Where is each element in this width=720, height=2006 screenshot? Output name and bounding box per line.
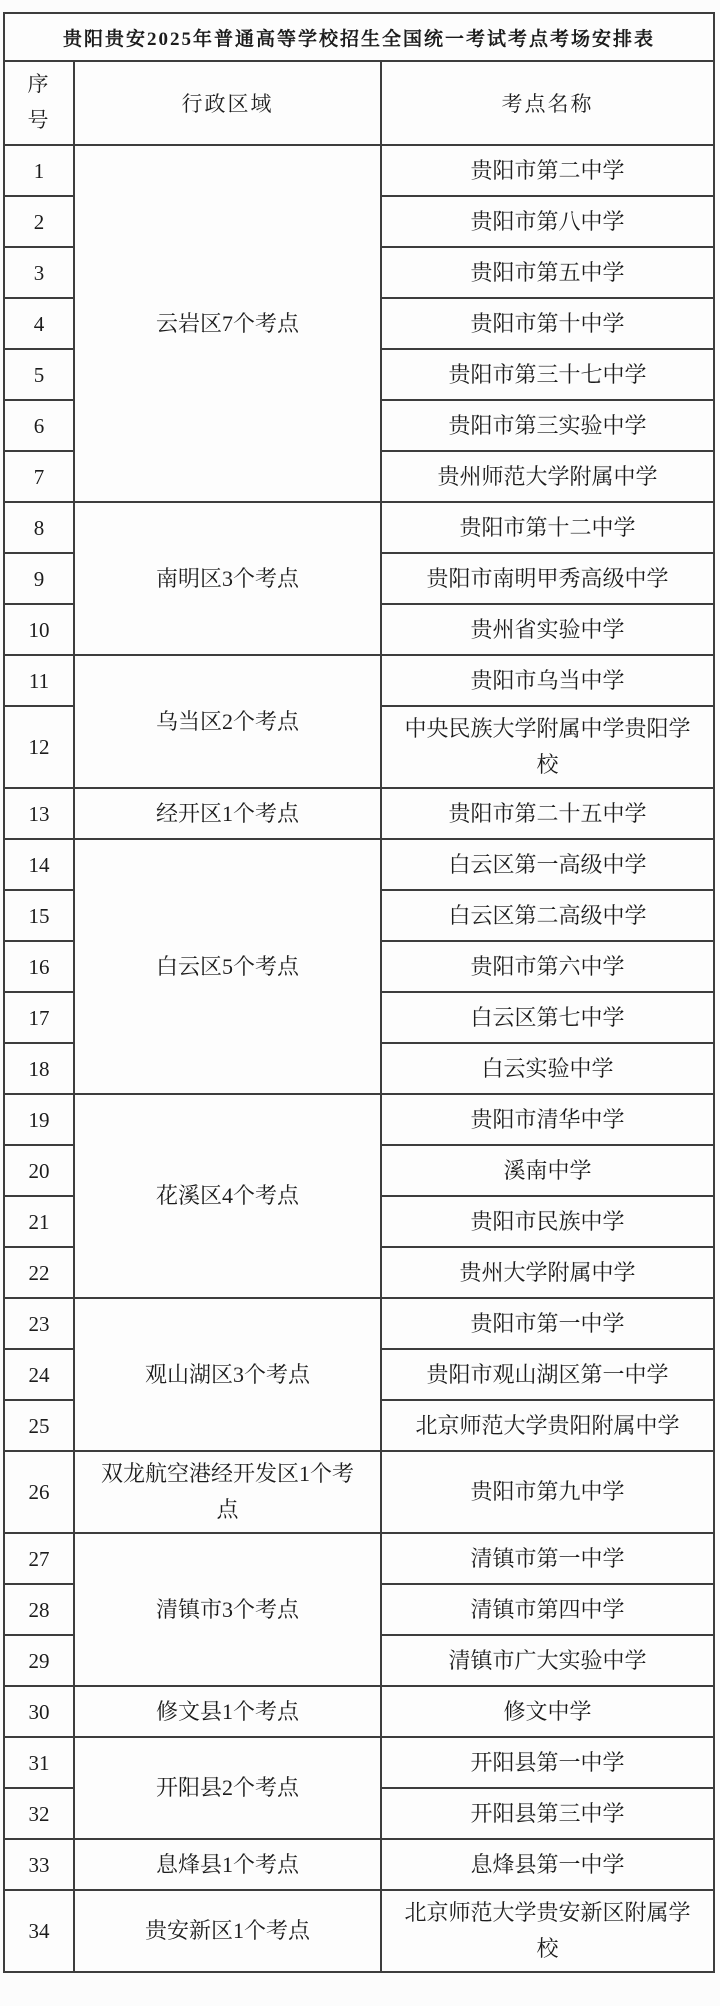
site-name-cell: 白云区第一高级中学: [381, 839, 714, 890]
row-number-cell: 26: [4, 1451, 74, 1533]
row-number-cell: 24: [4, 1349, 74, 1400]
table-row: [4, 1839, 714, 1890]
site-name-cell: 白云实验中学: [381, 1043, 714, 1094]
site-name-cell: 贵阳市民族中学: [381, 1196, 714, 1247]
table-row: [4, 145, 714, 196]
site-name-cell: 贵州师范大学附属中学: [381, 451, 714, 502]
row-number-cell: 22: [4, 1247, 74, 1298]
site-name-cell: 清镇市广大实验中学: [381, 1635, 714, 1686]
column-header-region: 行政区域: [74, 61, 381, 145]
site-name-cell: 开阳县第一中学: [381, 1737, 714, 1788]
region-cell: 观山湖区3个考点: [74, 1298, 381, 1451]
region-cell: 双龙航空港经开发区1个考点: [74, 1451, 381, 1533]
region-cell: 清镇市3个考点: [74, 1533, 381, 1686]
region-cell: 白云区5个考点: [74, 839, 381, 1094]
page-title: 贵阳贵安2025年普通高等学校招生全国统一考试考点考场安排表: [4, 13, 714, 61]
table-row: [4, 1890, 714, 1972]
site-name-cell: 贵阳市乌当中学: [381, 655, 714, 706]
row-number-cell: 14: [4, 839, 74, 890]
site-name-cell: 贵阳市第八中学: [381, 196, 714, 247]
row-number-cell: 1: [4, 145, 74, 196]
site-name-cell: 贵州省实验中学: [381, 604, 714, 655]
row-number-cell: 25: [4, 1400, 74, 1451]
row-number-cell: 20: [4, 1145, 74, 1196]
row-number-cell: 33: [4, 1839, 74, 1890]
row-number-cell: 31: [4, 1737, 74, 1788]
row-number-cell: 17: [4, 992, 74, 1043]
site-name-cell: 北京师范大学贵阳附属中学: [381, 1400, 714, 1451]
site-name-cell: 贵阳市第三十七中学: [381, 349, 714, 400]
region-cell: 修文县1个考点: [74, 1686, 381, 1737]
row-number-cell: 3: [4, 247, 74, 298]
row-number-cell: 2: [4, 196, 74, 247]
row-number-cell: 7: [4, 451, 74, 502]
row-number-cell: 4: [4, 298, 74, 349]
table-body: [4, 145, 714, 1972]
site-name-cell: 贵阳市第九中学: [381, 1451, 714, 1533]
row-number-cell: 11: [4, 655, 74, 706]
row-number-cell: 12: [4, 706, 74, 788]
table-row: [4, 502, 714, 553]
row-number-cell: 29: [4, 1635, 74, 1686]
site-name-cell: 贵阳市观山湖区第一中学: [381, 1349, 714, 1400]
row-number-cell: 27: [4, 1533, 74, 1584]
site-name-cell: 贵阳市第五中学: [381, 247, 714, 298]
row-number-cell: 30: [4, 1686, 74, 1737]
site-name-cell: 中央民族大学附属中学贵阳学校: [381, 706, 714, 788]
table-header-row: [4, 61, 714, 145]
region-cell: 花溪区4个考点: [74, 1094, 381, 1298]
site-name-cell: 贵阳市第三实验中学: [381, 400, 714, 451]
row-number-cell: 19: [4, 1094, 74, 1145]
site-name-cell: 贵阳市第二中学: [381, 145, 714, 196]
row-number-cell: 6: [4, 400, 74, 451]
site-name-cell: 溪南中学: [381, 1145, 714, 1196]
table-title-row: [4, 13, 714, 61]
region-cell: 经开区1个考点: [74, 788, 381, 839]
region-cell: 贵安新区1个考点: [74, 1890, 381, 1972]
region-cell: 乌当区2个考点: [74, 655, 381, 788]
table-row: [4, 1094, 714, 1145]
region-cell: 南明区3个考点: [74, 502, 381, 655]
row-number-cell: 16: [4, 941, 74, 992]
row-number-cell: 13: [4, 788, 74, 839]
row-number-cell: 28: [4, 1584, 74, 1635]
site-name-cell: 贵阳市第一中学: [381, 1298, 714, 1349]
site-name-cell: 贵阳市第十二中学: [381, 502, 714, 553]
row-number-cell: 23: [4, 1298, 74, 1349]
exam-sites-table: [3, 12, 715, 1973]
table-row: [4, 1686, 714, 1737]
site-name-cell: 贵阳市清华中学: [381, 1094, 714, 1145]
site-name-cell: 白云区第二高级中学: [381, 890, 714, 941]
row-number-cell: 18: [4, 1043, 74, 1094]
column-header-index: [4, 61, 74, 145]
site-name-cell: 贵阳市第二十五中学: [381, 788, 714, 839]
site-name-cell: 贵州大学附属中学: [381, 1247, 714, 1298]
row-number-cell: 5: [4, 349, 74, 400]
region-cell: 开阳县2个考点: [74, 1737, 381, 1839]
site-name-cell: 贵阳市第十中学: [381, 298, 714, 349]
table-row: [4, 655, 714, 706]
row-number-cell: 9: [4, 553, 74, 604]
site-name-cell: 北京师范大学贵安新区附属学校: [381, 1890, 714, 1972]
site-name-cell: 白云区第七中学: [381, 992, 714, 1043]
column-header-site: 考点名称: [381, 61, 714, 145]
table-row: [4, 1298, 714, 1349]
site-name-cell: 息烽县第一中学: [381, 1839, 714, 1890]
table-row: [4, 839, 714, 890]
row-number-cell: 8: [4, 502, 74, 553]
site-name-cell: 清镇市第四中学: [381, 1584, 714, 1635]
region-cell: 云岩区7个考点: [74, 145, 381, 502]
table-row: [4, 788, 714, 839]
table-row: [4, 1533, 714, 1584]
site-name-cell: 开阳县第三中学: [381, 1788, 714, 1839]
site-name-cell: 贵阳市第六中学: [381, 941, 714, 992]
table-row: [4, 1737, 714, 1788]
site-name-cell: 清镇市第一中学: [381, 1533, 714, 1584]
region-cell: 息烽县1个考点: [74, 1839, 381, 1890]
site-name-cell: 贵阳市南明甲秀高级中学: [381, 553, 714, 604]
row-number-cell: 32: [4, 1788, 74, 1839]
table-row: [4, 1451, 714, 1533]
row-number-cell: 10: [4, 604, 74, 655]
row-number-cell: 21: [4, 1196, 74, 1247]
row-number-cell: 15: [4, 890, 74, 941]
column-header-index-label: 序号: [27, 72, 51, 132]
row-number-cell: 34: [4, 1890, 74, 1972]
site-name-cell: 修文中学: [381, 1686, 714, 1737]
